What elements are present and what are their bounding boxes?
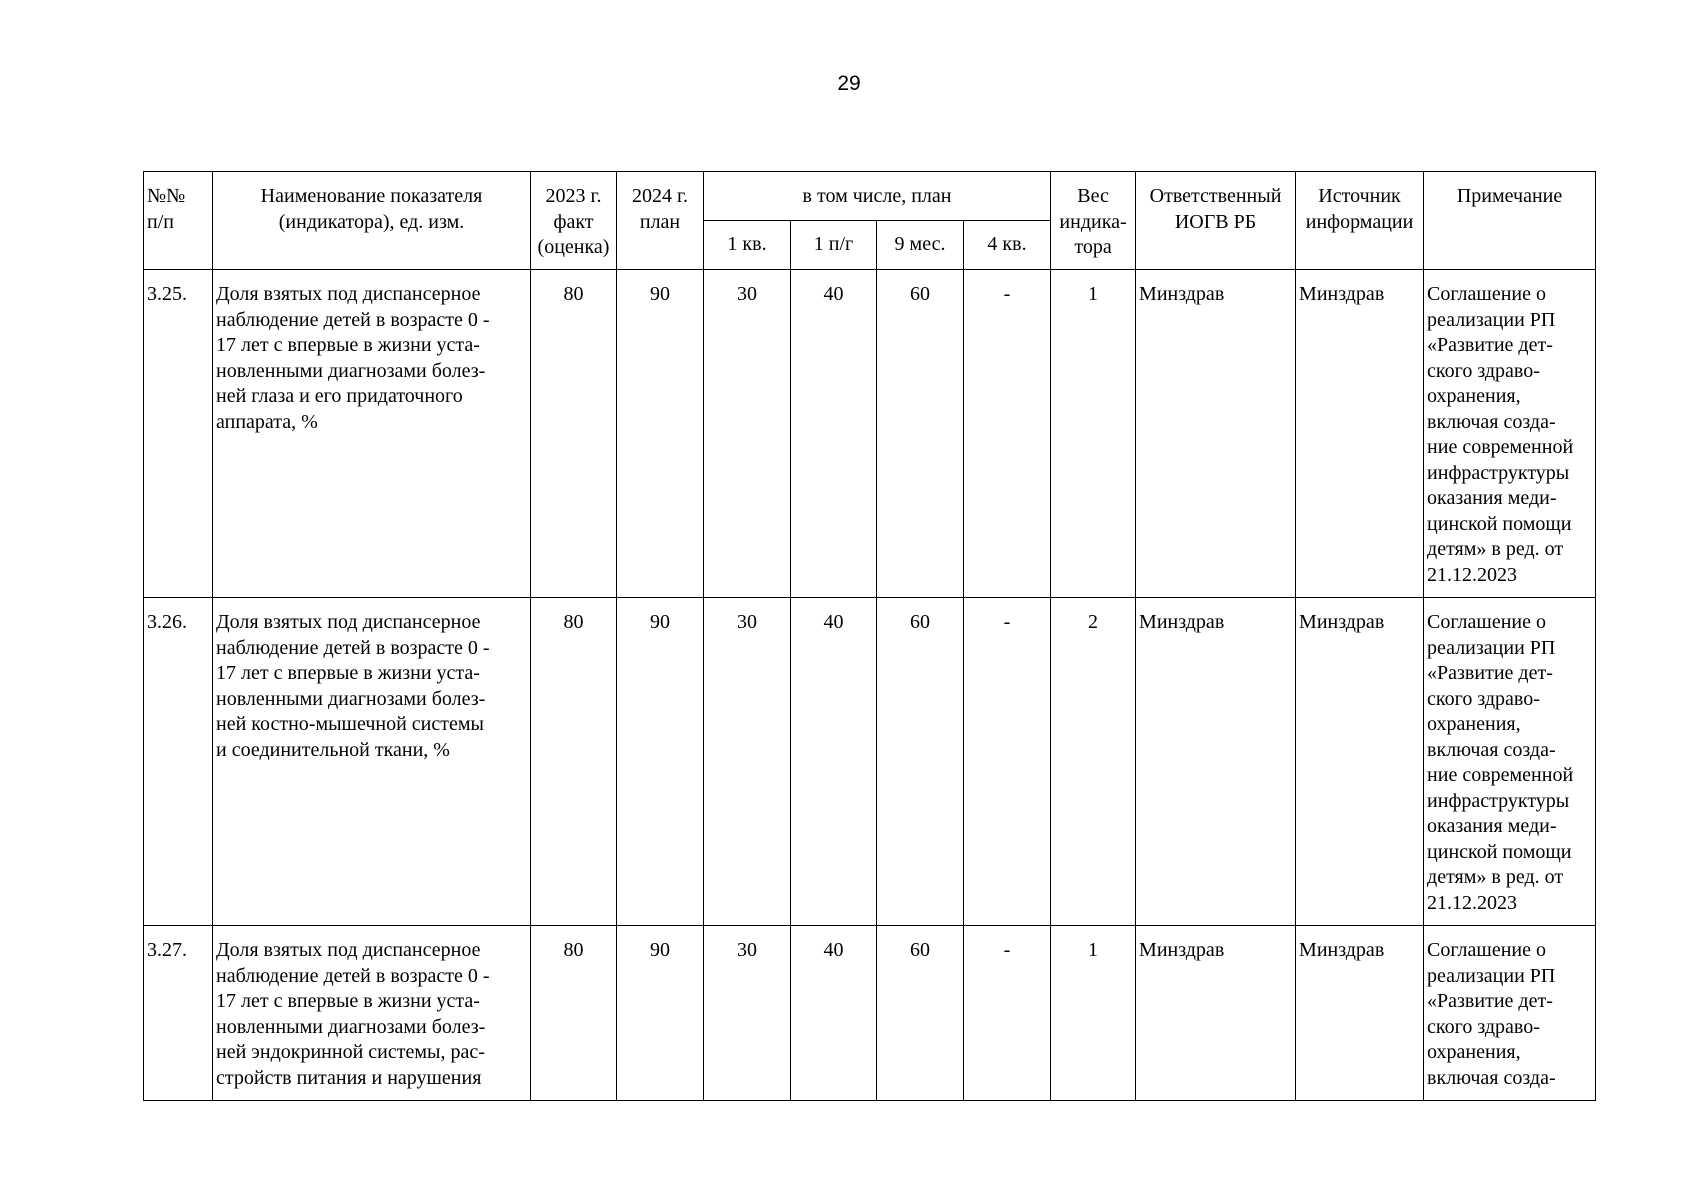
header-9m: 9 мес. xyxy=(877,221,964,270)
cell-source: Минздрав xyxy=(1296,926,1424,1101)
cell-h1: 40 xyxy=(791,926,877,1101)
cell-q4: - xyxy=(964,598,1051,926)
header-incl-plan: в том числе, план xyxy=(704,172,1051,221)
cell-weight: 1 xyxy=(1051,926,1136,1101)
cell-9m: 60 xyxy=(877,598,964,926)
header-responsible: Ответственный ИОГВ РБ xyxy=(1136,172,1296,270)
cell-q4: - xyxy=(964,926,1051,1101)
cell-name: Доля взятых под диспансерное наблюдение детей в возрасте 0 - 17 лет с впервые в жизни уста- новленными диагнозами болез- ней глаза и его придаточного аппарата, % xyxy=(213,270,531,598)
cell-name: Доля взятых под диспансерное наблюдение детей в возрасте 0 - 17 лет с впервые в жизни уста- новленными диагнозами болез- ней эндокринной системы, рас- стройств питания и нарушения xyxy=(213,926,531,1101)
header-q4: 4 кв. xyxy=(964,221,1051,270)
cell-q1: 30 xyxy=(704,926,791,1101)
table-header xyxy=(144,172,1596,270)
cell-plan-2024: 90 xyxy=(617,598,704,926)
cell-plan-2024: 90 xyxy=(617,926,704,1101)
cell-h1: 40 xyxy=(791,270,877,598)
header-plan-2024: 2024 г. план xyxy=(617,172,704,270)
cell-q1: 30 xyxy=(704,598,791,926)
cell-9m: 60 xyxy=(877,270,964,598)
cell-responsible: Минздрав xyxy=(1136,598,1296,926)
cell-weight: 2 xyxy=(1051,598,1136,926)
table-row xyxy=(144,598,1596,926)
header-name: Наименование показателя (индикатора), ед. изм. xyxy=(213,172,531,270)
cell-weight: 1 xyxy=(1051,270,1136,598)
cell-fact-2023: 80 xyxy=(531,270,617,598)
indicators-table xyxy=(143,171,1596,1101)
cell-fact-2023: 80 xyxy=(531,926,617,1101)
page-number: 29 xyxy=(837,72,861,95)
cell-h1: 40 xyxy=(791,598,877,926)
cell-q4: - xyxy=(964,270,1051,598)
cell-num: 3.26. xyxy=(144,598,213,926)
header-num: №№ п/п xyxy=(144,172,213,270)
cell-responsible: Минздрав xyxy=(1136,926,1296,1101)
table-row xyxy=(144,926,1596,1101)
table-body xyxy=(144,270,1596,1101)
cell-note: Соглашение о реализации РП «Развитие дет- ского здраво- охранения, включая созда- ние современной инфраструктуры оказания меди- цинской помощи детям» в ред. от 21.12.2023 xyxy=(1424,598,1596,926)
cell-responsible: Минздрав xyxy=(1136,270,1296,598)
cell-source: Минздрав xyxy=(1296,270,1424,598)
cell-num: 3.27. xyxy=(144,926,213,1101)
cell-q1: 30 xyxy=(704,270,791,598)
cell-9m: 60 xyxy=(877,926,964,1101)
table-row xyxy=(144,270,1596,598)
header-weight: Вес индика- тора xyxy=(1051,172,1136,270)
cell-fact-2023: 80 xyxy=(531,598,617,926)
cell-note: Соглашение о реализации РП «Развитие дет- ского здраво- охранения, включая созда- xyxy=(1424,926,1596,1101)
cell-plan-2024: 90 xyxy=(617,270,704,598)
header-h1: 1 п/г xyxy=(791,221,877,270)
cell-source: Минздрав xyxy=(1296,598,1424,926)
cell-note: Соглашение о реализации РП «Развитие дет- ского здраво- охранения, включая созда- ние современной инфраструктуры оказания меди- цинской помощи детям» в ред. от 21.12.2023 xyxy=(1424,270,1596,598)
header-q1: 1 кв. xyxy=(704,221,791,270)
cell-name: Доля взятых под диспансерное наблюдение детей в возрасте 0 - 17 лет с впервые в жизни уста- новленными диагнозами болез- ней костно-мышечной системы и соединительной ткани, % xyxy=(213,598,531,926)
header-note: Примечание xyxy=(1424,172,1596,270)
header-fact-2023: 2023 г. факт (оценка) xyxy=(531,172,617,270)
cell-num: 3.25. xyxy=(144,270,213,598)
header-source: Источник информации xyxy=(1296,172,1424,270)
